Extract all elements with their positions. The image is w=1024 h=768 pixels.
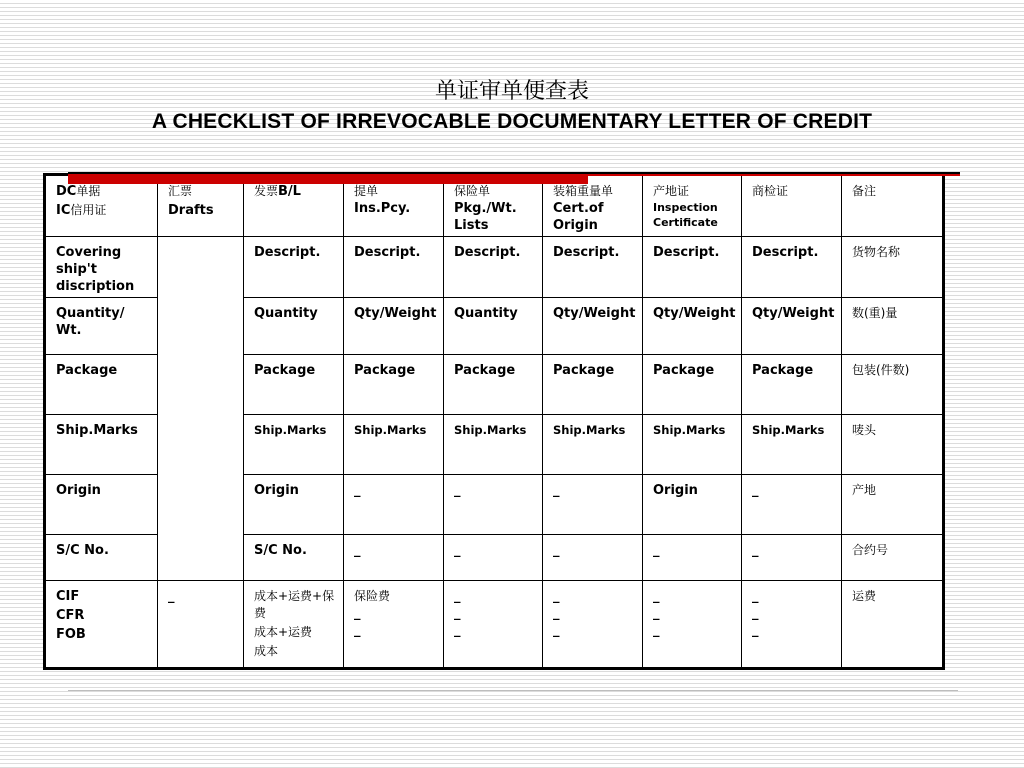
table-row-description	[45, 237, 944, 298]
table-cell: Ship.Marks	[643, 415, 742, 475]
table-cell: Qty/Weight	[543, 298, 643, 355]
table-cell: Origin	[244, 475, 344, 535]
table-cell: _	[158, 581, 244, 669]
table-cell: Qty/Weight	[643, 298, 742, 355]
table-cell: Package	[742, 355, 842, 415]
table-cell: _ _ _	[643, 581, 742, 669]
row-label: Origin	[45, 475, 158, 535]
table-cell: _	[643, 535, 742, 581]
header-cell-bill-of-lading: 提单 Ins.Pcy.	[344, 175, 444, 237]
header-cell-packing-list: 装箱重量单 Cert.of Origin	[543, 175, 643, 237]
table-cell: _ _ _	[543, 581, 643, 669]
table-cell: Ship.Marks	[543, 415, 643, 475]
remark-cell: 包装(件数)	[842, 355, 944, 415]
table-cell: _ _ _	[444, 581, 543, 669]
table-cell: Package	[543, 355, 643, 415]
table-cell: _	[444, 535, 543, 581]
remark-cell: 合约号	[842, 535, 944, 581]
table-cell: _	[742, 475, 842, 535]
remark-cell: 运费	[842, 581, 944, 669]
drafts-merged-cell	[158, 237, 244, 581]
header-cell-origin-cert: 产地证 Inspection Certificate	[643, 175, 742, 237]
remark-cell: 唛头	[842, 415, 944, 475]
header-cell-invoice: 发票B/L	[244, 175, 344, 237]
row-label: Ship.Marks	[45, 415, 158, 475]
row-label: S/C No.	[45, 535, 158, 581]
table-cell: Qty/Weight	[344, 298, 444, 355]
row-label: Package	[45, 355, 158, 415]
row-label: Covering ship't discription	[45, 237, 158, 298]
table-cell: _ _ _	[742, 581, 842, 669]
accent-bar-red	[68, 174, 588, 184]
table-cell: Qty/Weight	[742, 298, 842, 355]
header-cell-remarks: 备注	[842, 175, 944, 237]
table-cell: _	[742, 535, 842, 581]
table-cell: Origin	[643, 475, 742, 535]
table-cell: Package	[643, 355, 742, 415]
table-cell: 保险费 _ _	[344, 581, 444, 669]
remark-cell: 产地	[842, 475, 944, 535]
table-cell: Descript.	[244, 237, 344, 298]
table-cell: Descript.	[742, 237, 842, 298]
row-label: Quantity/ Wt.	[45, 298, 158, 355]
table-cell: Descript.	[543, 237, 643, 298]
table-cell: Package	[444, 355, 543, 415]
page-title-chinese: 单证审单便查表	[434, 79, 589, 104]
table-cell: Descript.	[444, 237, 543, 298]
checklist-table	[43, 173, 945, 670]
table-cell: _	[344, 475, 444, 535]
table-cell: Descript.	[643, 237, 742, 298]
table-cell: Descript.	[344, 237, 444, 298]
table-cell: Package	[244, 355, 344, 415]
remark-cell: 数(重)量	[842, 298, 944, 355]
header-cell-inspection-cert: 商检证	[742, 175, 842, 237]
table-cell: Quantity	[244, 298, 344, 355]
table-cell: 成本+运费+保费 成本+运费 成本	[244, 581, 344, 669]
table-cell: Ship.Marks	[742, 415, 842, 475]
table-cell: Ship.Marks	[344, 415, 444, 475]
table-cell: _	[344, 535, 444, 581]
table-cell: _	[543, 475, 643, 535]
table-cell: _	[444, 475, 543, 535]
table-row-trade-terms	[45, 581, 944, 669]
header-cell-drafts: 汇票 Drafts	[158, 175, 244, 237]
remark-cell: 货物名称	[842, 237, 944, 298]
table-cell: _	[543, 535, 643, 581]
page-title-english: A CHECKLIST OF IRREVOCABLE DOCUMENTARY LETTER OF CREDIT	[151, 110, 873, 133]
accent-line-red	[588, 174, 960, 176]
header-cell-dc-ic: DC单据 IC信用证	[45, 175, 158, 237]
row-label: CIF CFR FOB	[45, 581, 158, 669]
header-cell-insurance: 保险单 Pkg./Wt. Lists	[444, 175, 543, 237]
table-cell: Ship.Marks	[244, 415, 344, 475]
table-cell: Package	[344, 355, 444, 415]
table-cell: S/C No.	[244, 535, 344, 581]
table-cell: Quantity	[444, 298, 543, 355]
table-cell: Ship.Marks	[444, 415, 543, 475]
footer-divider	[68, 690, 958, 691]
